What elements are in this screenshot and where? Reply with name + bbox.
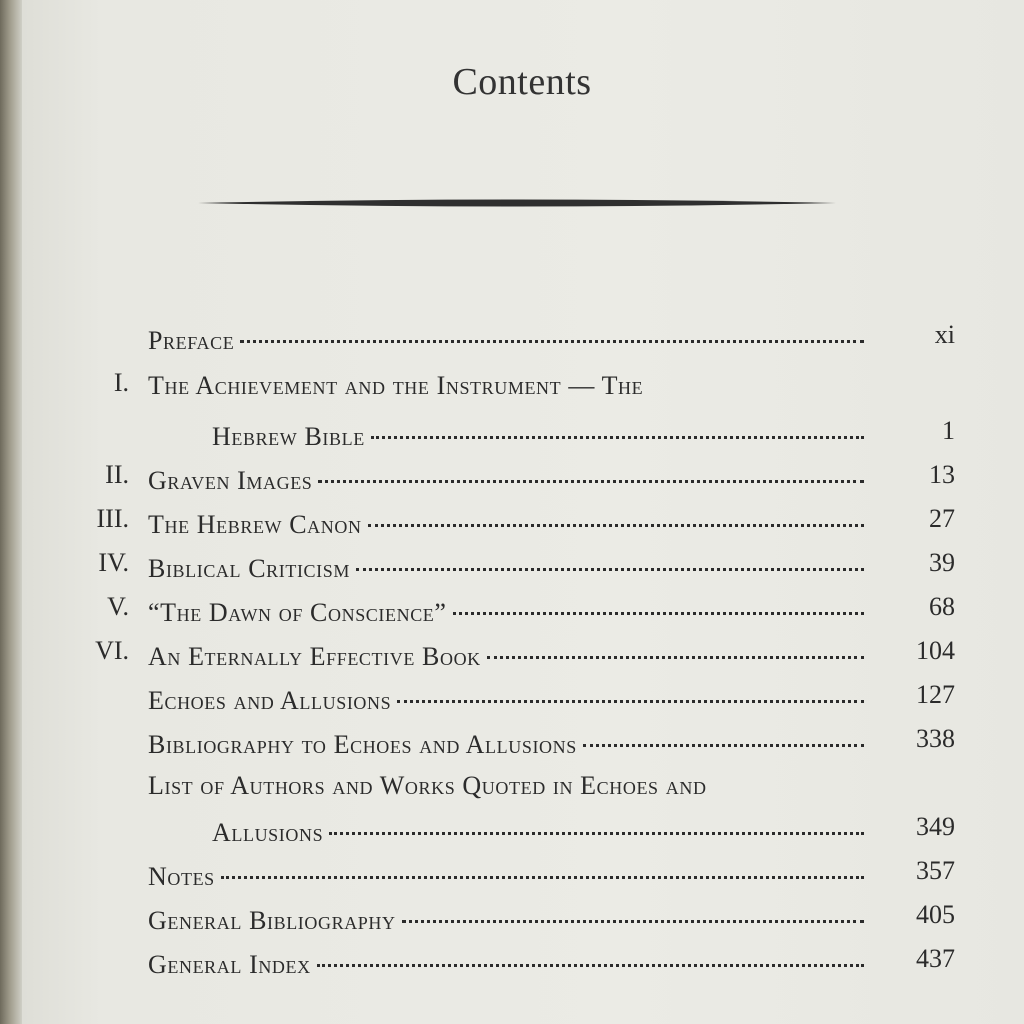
entry-title: List of Authors and Works Quoted in Echoes and [148, 771, 707, 800]
page-title: Contents [452, 61, 592, 103]
toc-entry [148, 548, 864, 584]
page-number: 349 [916, 812, 955, 841]
toc-entry [148, 368, 864, 401]
page-number: 27 [929, 504, 955, 533]
toc-row-chapter-5 [0, 592, 1024, 632]
toc-entry [148, 944, 864, 980]
toc-row-list-of-authors [0, 768, 1024, 808]
entry-title: Echoes and Allusions [148, 686, 392, 715]
entry-title: The Achievement and the Instrument — The [148, 371, 644, 400]
dot-leader [317, 938, 864, 967]
toc-entry [148, 680, 864, 716]
toc-row-notes [0, 856, 1024, 896]
toc-entry [212, 812, 864, 848]
dot-leader [397, 674, 864, 703]
toc-entry [212, 416, 864, 452]
entry-title: Graven Images [148, 466, 313, 495]
entry-title: General Index [148, 950, 311, 979]
toc-entry [148, 856, 864, 892]
toc-row-general-bibliography [0, 900, 1024, 940]
page-number: 68 [929, 592, 955, 621]
toc-entry [148, 592, 864, 628]
dot-leader [402, 894, 864, 923]
page-number: 1 [942, 416, 955, 445]
toc-row-chapter-1 [0, 368, 1024, 408]
toc-entry [148, 504, 864, 540]
dot-leader [487, 630, 864, 659]
entry-title: General Bibliography [148, 906, 396, 935]
toc-entry [148, 460, 864, 496]
entry-title: Bibliography to Echoes and Allusions [148, 730, 577, 759]
dot-leader [356, 542, 864, 571]
toc-entry [148, 768, 864, 801]
dot-leader [371, 410, 864, 439]
dot-leader [221, 850, 864, 879]
toc-row-preface [0, 320, 1024, 360]
entry-title: Allusions [212, 818, 324, 847]
page-number: 13 [929, 460, 955, 489]
toc-row-chapter-3 [0, 504, 1024, 544]
dot-leader [583, 718, 864, 747]
toc-row-chapter-4 [0, 548, 1024, 588]
entry-title: Biblical Criticism [148, 554, 350, 583]
toc-row-chapter-6 [0, 636, 1024, 676]
chapter-number: V. [107, 592, 129, 621]
entry-title: Preface [148, 326, 235, 355]
entry-title: An Eternally Effective Book [148, 642, 481, 671]
page-number: 127 [916, 680, 955, 709]
entry-title: The Hebrew Canon [148, 510, 362, 539]
page-number: xi [934, 320, 955, 349]
toc-row-bibliography-echoes [0, 724, 1024, 764]
entry-title: Notes [148, 862, 215, 891]
toc-row-chapter-1-cont [0, 416, 1024, 456]
page-number: 39 [929, 548, 955, 577]
dot-leader [240, 314, 864, 343]
dot-leader [329, 806, 864, 835]
chapter-number: I. [113, 368, 129, 397]
chapter-number: IV. [98, 548, 129, 577]
toc-entry [148, 320, 864, 356]
toc-row-echoes [0, 680, 1024, 720]
ornamental-rule [198, 196, 836, 210]
leader-blank [713, 762, 864, 788]
dot-leader [318, 454, 864, 483]
toc-row-general-index [0, 944, 1024, 984]
entry-title: “The Dawn of Conscience” [148, 598, 447, 627]
page-number: 437 [916, 944, 955, 973]
page-number: 405 [916, 900, 955, 929]
page-number: 338 [916, 724, 955, 753]
entry-title: Hebrew Bible [212, 422, 365, 451]
page-number: 104 [916, 636, 955, 665]
dot-leader [453, 586, 864, 615]
chapter-number: III. [96, 504, 129, 533]
toc-row-list-of-authors-cont [0, 812, 1024, 852]
toc-row-chapter-2 [0, 460, 1024, 500]
dot-leader [368, 498, 864, 527]
page-number: 357 [916, 856, 955, 885]
toc-entry [148, 900, 864, 936]
chapter-number: II. [105, 460, 129, 489]
toc-entry [148, 636, 864, 672]
leader-blank [649, 362, 864, 388]
toc-entry [148, 724, 864, 760]
chapter-number: VI. [95, 636, 129, 665]
